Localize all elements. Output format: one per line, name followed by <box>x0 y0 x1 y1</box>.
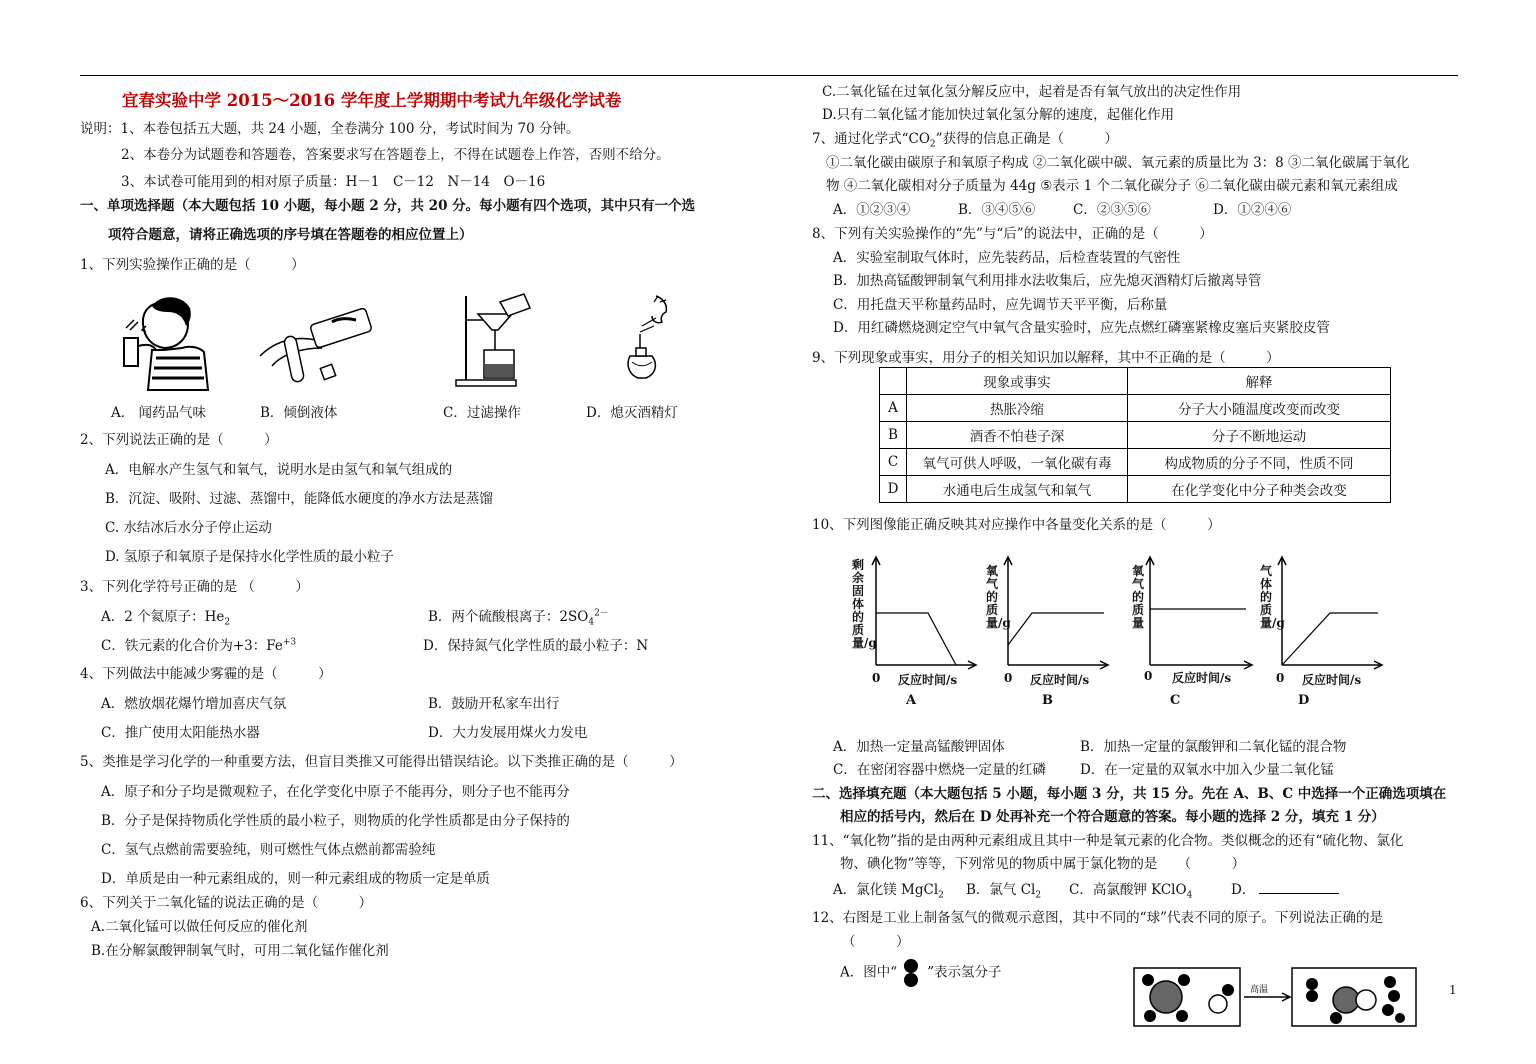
q4-option-a: A．燃放烟花爆竹增加喜庆气氛 <box>101 696 287 712</box>
q6-option-c: C.二氧化锰在过氧化氢分解反应中，起着是否有氧气放出的决定性作用 <box>822 84 1242 100</box>
q7-option-d: D．①②④⑥ <box>1213 202 1292 218</box>
q5-option-c: C．氢气点燃前需要验纯，则可燃性气体点燃前都需验纯 <box>101 842 436 858</box>
q10-option-a: A．加热一定量高锰酸钾固体 <box>833 739 1005 755</box>
exam-title: 宜春实验中学 2015～2016 学年度上学期期中考试九年级化学试卷 <box>122 91 622 110</box>
q11-option-b: B．氯气 $Cl_2$ <box>966 882 1042 901</box>
q11-stem: 11、“氧化物”指的是由两种元素组成且其中一种是氧元素的化合物。类似概念的还有“硫化物、氯化 <box>812 833 1404 849</box>
q3-option-b: B．两个硫酸根离子：$2SO_4^{2-}$ <box>428 608 609 628</box>
graph-a-ylabel: 剩余固体的质量/g <box>852 558 877 650</box>
table-header: 解释 <box>1128 368 1391 395</box>
section-1-heading-cont: 项符合题意，请将正确选项的序号填在答题卷的相应位置上） <box>108 227 473 243</box>
q7-statements-line1: ①二氧化碳由碳原子和氧原子构成 ②二氧化碳中碳、氧元素的质量比为 3：8 ③二氧化碳属于氧化 <box>826 155 1410 171</box>
q8-option-b: B．加热高锰酸钾制氧气利用排水法收集后，应先熄灭酒精灯后撤离导管 <box>833 273 1262 289</box>
q10-stem: 10、下列图像能正确反映其对应操作中各量变化关系的是（ ） <box>812 517 1221 533</box>
q5-option-d: D．单质是由一种元素组成的，则一种元素组成的物质一定是单质 <box>101 871 490 887</box>
q4-option-d: D．大力发展用煤火力发电 <box>428 725 588 741</box>
top-rule <box>80 75 1458 76</box>
q9-table <box>879 367 1391 503</box>
q7-stem: 7、通过化学式“$CO_2$”获得的信息正确是（ ） <box>812 131 1119 150</box>
graph-b: 氧气的质量/g 0 反应时间/s B <box>984 555 1114 715</box>
graph-b-plot <box>1004 555 1112 675</box>
table-cell: 构成物质的分子不同，性质不同 <box>1128 449 1391 476</box>
q1-option-c: C．过滤操作 <box>443 405 521 421</box>
q6-option-a: A.二氧化锰可以做任何反应的催化剂 <box>91 919 308 935</box>
q12-stem: 12、右图是工业上制备氢气的微观示意图，其中不同的“球”代表不同的原子。下列说法正确的是 <box>812 910 1383 926</box>
q3-option-d: D．保持氮气化学性质的最小粒子：N <box>423 638 649 654</box>
section-2-heading: 二、选择填充题（本大题包括 5 小题，每小题 3 分，共 15 分。先在 A、B、C 中选择一个正确选项填在 <box>812 786 1447 802</box>
q10-option-c: C．在密闭容器中燃烧一定量的红磷 <box>833 762 1046 778</box>
q1-option-d: D．熄灭酒精灯 <box>586 405 678 421</box>
reaction-diagram <box>1132 966 1422 1030</box>
q11-option-d: D． <box>1231 878 1339 898</box>
q5-option-b: B．分子是保持物质化学性质的最小粒子，则物质的化学性质都是由分子保持的 <box>101 813 570 829</box>
table-cell: 在化学变化中分子种类会改变 <box>1128 476 1391 503</box>
q10-option-d: D．在一定量的双氧水中加入少量二氧化锰 <box>1080 762 1334 778</box>
q2-option-c: C. 水结冰后水分子停止运动 <box>105 520 272 536</box>
q11-answer-blank <box>1259 881 1339 894</box>
extinguish-lamp-image <box>616 290 686 390</box>
table-cell: 热胀冷缩 <box>907 395 1128 422</box>
table-cell: B <box>880 422 907 449</box>
graph-c-plot <box>1146 555 1258 675</box>
q10-option-b: B．加热一定量的氯酸钾和二氧化锰的混合物 <box>1080 739 1347 755</box>
q2-stem: 2、下列说法正确的是（ ） <box>80 432 278 448</box>
table-row <box>880 476 1391 503</box>
q4-option-c: C．推广使用太阳能热水器 <box>101 725 260 741</box>
graph-b-ylabel: 氧气的质量/g <box>986 564 1011 630</box>
table-cell: 分子大小随温度改变而改变 <box>1128 395 1391 422</box>
graph-a-plot <box>872 555 980 675</box>
smell-image <box>112 286 222 396</box>
q1-stem: 1、下列实验操作正确的是（ ） <box>80 257 305 273</box>
q1-option-a: A． 闻药品气味 <box>111 405 207 421</box>
q9-stem: 9、下列现象或事实，用分子的相关知识加以解释，其中不正确的是（ ） <box>812 350 1280 366</box>
graph-c-ylabel: 氧气的质量 <box>1132 564 1145 630</box>
q8-option-c: C．用托盘天平称量药品时，应先调节天平平衡，后称量 <box>833 297 1168 313</box>
table-cell: 水通电后生成氢气和氧气 <box>907 476 1128 503</box>
section-2-heading-cont: 相应的括号内，然后在 D 处再补充一个符合题意的答案。每小题的选择 2 分，填充 1 分） <box>840 809 1385 825</box>
arrow-label: 高温 <box>1250 985 1269 995</box>
graph-d-ylabel: 气体的质量/g <box>1260 564 1285 630</box>
table-cell: D <box>880 476 907 503</box>
graph-c: 氧气的质量 0 反应时间/s C <box>1130 555 1260 715</box>
note-1: 说明：1、本卷包括五大题，共 24 小题，全卷满分 100 分，考试时间为 70 分钟。 <box>80 121 580 137</box>
graph-d: 气体的质量/g 0 反应时间/s D <box>1258 555 1388 715</box>
q3-option-c: C．铁元素的化合价为+3：$Fe^{+3}$ <box>101 637 297 654</box>
page-number: 1 <box>1449 983 1457 997</box>
q5-option-a: A．原子和分子均是微观粒子，在化学变化中原子不能再分，则分子也不能再分 <box>101 784 570 800</box>
q3-stem: 3、下列化学符号正确的是 （ ） <box>80 579 309 595</box>
q2-option-d: D. 氢原子和氧原子是保持水化学性质的最小粒子 <box>105 549 394 565</box>
q8-option-a: A．实验室制取气体时，应先装药品，后检查装置的气密性 <box>833 250 1181 266</box>
graph-d-plot <box>1278 555 1386 675</box>
filtration-image <box>450 290 540 390</box>
q8-stem: 8、下列有关实验操作的“先”与“后”的说法中，正确的是（ ） <box>812 226 1213 242</box>
hydrogen-molecule-icon <box>901 958 923 988</box>
q3-option-a: A．2 个氦原子：$He_2$ <box>101 609 231 628</box>
q11-option-c: C．高氯酸钾 KClO$_4$ <box>1069 882 1193 901</box>
q11-stem-cont: 物、碘化物”等等，下列常见的物质中属于氯化物的是 （ ） <box>840 856 1246 872</box>
table-cell: A <box>880 395 907 422</box>
q12-option-a: A．图中“ ”表示氢分子 <box>840 958 1002 988</box>
table-row <box>880 368 1391 395</box>
table-cell: 氧气可供人呼吸，一氧化碳有毒 <box>907 449 1128 476</box>
q5-stem: 5、类推是学习化学的一种重要方法，但盲目类推又可能得出错误结论。以下类推正确的是（ ） <box>80 754 683 770</box>
table-cell: C <box>880 449 907 476</box>
note-3: 3、本试卷可能用到的相对原子质量：H－1 C－12 N－14 O－16 <box>121 174 546 190</box>
q12-stem-cont: （ ） <box>842 934 910 950</box>
table-row <box>880 422 1391 449</box>
q8-option-d: D．用红磷燃烧测定空气中氧气含量实验时，应先点燃红磷塞紧橡皮塞后夹紧胶皮管 <box>833 320 1330 336</box>
q6-option-b: B.在分解氯酸钾制氧气时，可用二氧化锰作催化剂 <box>91 943 389 959</box>
graph-a: 剩余固体的质量/g 0 反应时间/s A <box>848 555 978 715</box>
q7-statements-line2: 物 ④二氧化碳相对分子质量为 44g ⑤表示 1 个二氧化碳分子 ⑥二氧化碳由碳元素和氧元素组成 <box>826 178 1398 194</box>
q11-option-a: A．氯化镁 MgCl$_2$ <box>833 882 944 901</box>
q4-stem: 4、下列做法中能减少雾霾的是（ ） <box>80 666 332 682</box>
q7-option-a: A．①②③④ <box>833 202 911 218</box>
q2-option-a: A．电解水产生氢气和氧气，说明水是由氢气和氧气组成的 <box>105 462 453 478</box>
section-1-heading: 一、单项选择题（本大题包括 10 小题，每小题 2 分，共 20 分。每小题有四个选项，其中只有一个选 <box>80 198 696 214</box>
q6-option-d: D.只有二氧化锰才能加快过氧化氢分解的速度，起催化作用 <box>822 107 1175 123</box>
q1-option-b: B．倾倒液体 <box>260 405 338 421</box>
q7-option-b: B．③④⑤⑥ <box>958 202 1036 218</box>
table-row <box>880 395 1391 422</box>
table-cell: 酒香不怕巷子深 <box>907 422 1128 449</box>
q2-option-b: B．沉淀、吸附、过滤、蒸馏中，能降低水硬度的净水方法是蒸馏 <box>105 491 493 507</box>
q7-option-c: C．②③⑤⑥ <box>1073 202 1151 218</box>
pour-liquid-image <box>252 296 382 386</box>
note-2: 2、本卷分为试题卷和答题卷，答案要求写在答题卷上，不得在试题卷上作答，否则不给分。 <box>121 147 670 163</box>
table-row <box>880 449 1391 476</box>
table-header: 现象或事实 <box>907 368 1128 395</box>
q6-stem: 6、下列关于二氧化锰的说法正确的是（ ） <box>80 895 373 911</box>
q4-option-b: B．鼓励开私家车出行 <box>428 696 560 712</box>
table-cell: 分子不断地运动 <box>1128 422 1391 449</box>
